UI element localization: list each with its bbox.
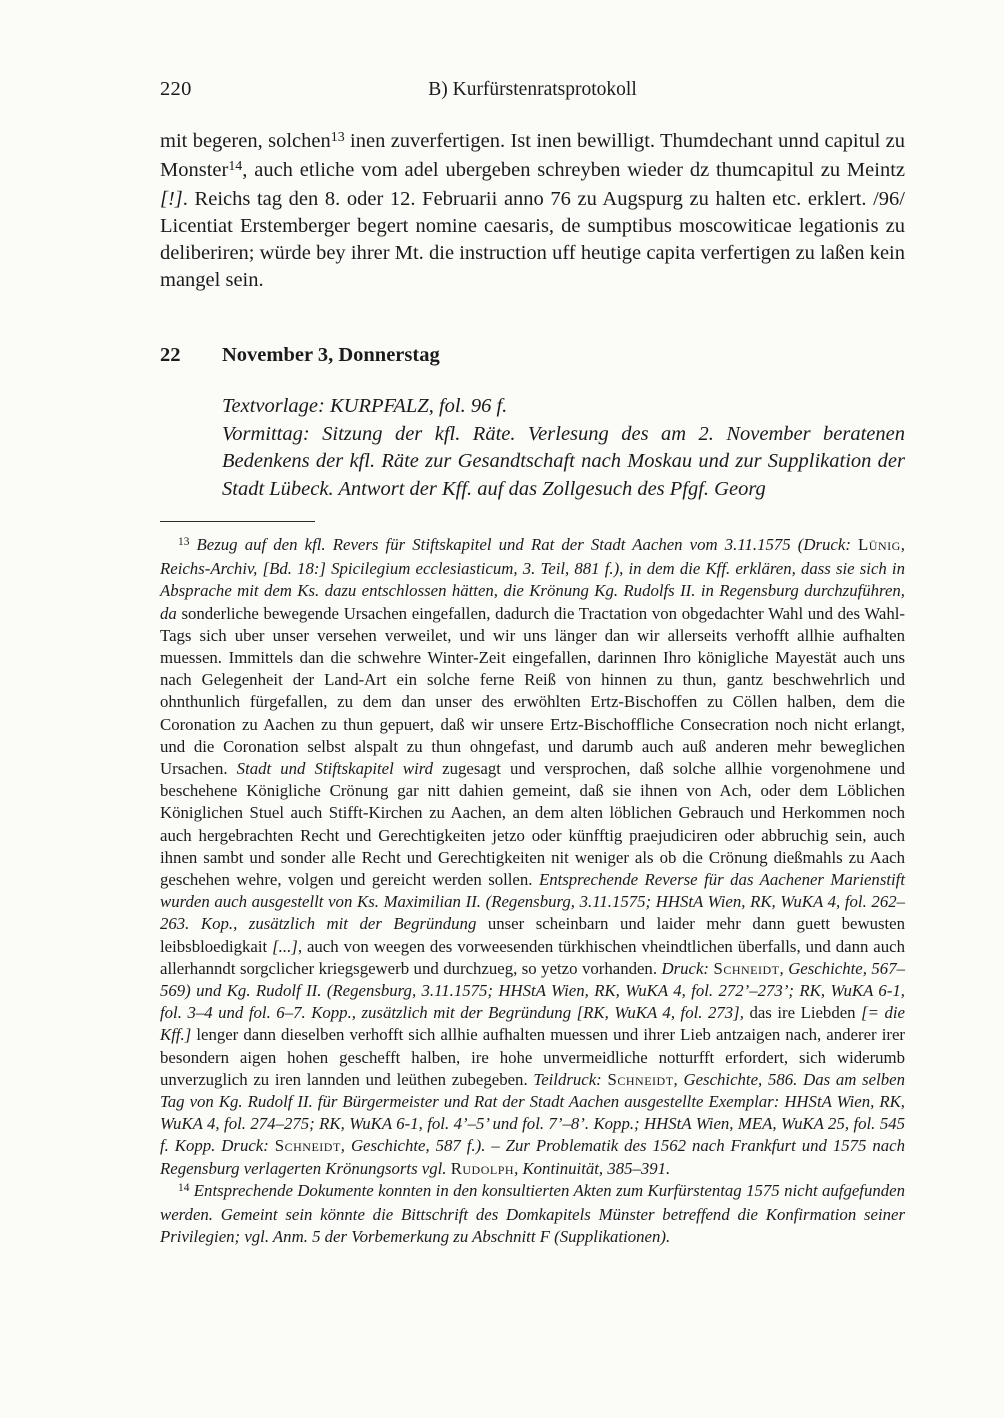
page-header (160, 78, 905, 106)
footnotes-section (160, 521, 905, 1249)
footnote-13: $^{13}$ Bezug auf den kfl. Revers für Stiftskapitel und Rat der Stadt Aachen vom 3.11.1575 (Druck: Lünig, Reichs-Archiv, [Bd. 18:] Spicilegium ecclesiasticum, 3. Teil, 881 f.), in dem die Kff. erklären, dass sie sich in Absprache mit dem Ks. dazu entschlossen hätten, die Krönung Kg. Rudolfs II. in Regensburg durchzuführen, da sonderliche bewegende Ursachen eingefallen, dadurch die Tractation von obgedachter Wahl und des Wahl-Tags sich uber unser versehen verweilet, und wir uns länger dan wir allerseits verhofft allhie aufhalten muessen. Immittels dan die schwehre Winter-Zeit eingefallen, darinnen Ihro königliche Mayestät auch uns nach Gelegenheit der Land-Art ein solche ferne Reiß von hinnen zu thun, gantz beschwehrlich und ohnthunlich fürgefallen, zu dem dan unser des erwöhlten Ertz-Bischoffen zu Cöllen halben, dem die Coronation zu Aachen zu thun gepuert, daß wir unsere Ertz-Bischoffliche Consecration noch nicht erlangt, und die Coronation selbst alspalt zu thun ohngefast, und darumb auch auß anderen mehr beweglichen Ursachen. Stadt und Stiftskapitel wird zugesagt und versprochen, daß solche allhie vorgenohmene und beschehene Königliche Crönung gar nitt dahien gemeint, daß sie ihnen von Ach, oder dem Löblichen Königlichen Stuel auch Stifft-Kirchen zu Aachen, an dem alten löblichen Gebrauch und Herkommen noch auch hergebrachten Recht und Gerechtigkeiten jetzo oder künfftig praejudiciren oder abbruchig sein, auch ihnen sambt und sonder alle Recht und Gerechtigkeiten nit weniger als ob die Crönung dießmahls zu Aach geschehen wehre, volgen und gereicht werden sollen. Entsprechende Reverse für das Aachener Marienstift wurden auch ausgestellt von Ks. Maximilian II. (Regensburg, 3.11.1575; HHStA Wien, RK, WuKA 4, fol. 262–263. Kop., zusätzlich mit der Begründung unser scheinbarn und laider mehr dann guett bewusten leibsbloedigkait [...], auch von weegen des vorweesenden türkhischen vheindtlichen überfalls, und dann auch allerhanndt sorgclicher kriegsgewerb und durchzueg, so yetzo vorhanden. Druck: Schneidt, Geschichte, 567–569) und Kg. Rudolf II. (Regensburg, 3.11.1575; HHStA Wien, RK, WuKA 4, fol. 272’–273’; RK, WuKA 6-1, fol. 3–4 und fol. 6–7. Kopp., zusätzlich mit der Begründung [RK, WuKA 4, fol. 273], das ire Liebden [= die Kff.] lenger dann dieselben verhofft sich allhie aufhalten muessen und ihrer Lieb antzaigen nach, anderer irer besondern aigen hohen geschefft halben, ire hohe unvermeidliche notturfft erfordert, sich widerumb unverzuglich zu iren lannden und leüthen zubegeben. Teildruck: Schneidt, Geschichte, 586. Das am selben Tag von Kg. Rudolf II. für Bürgermeister und Rat der Stadt Aachen ausgestellte Exemplar: HHStA Wien, RK, WuKA 4, fol. 274–275; RK, WuKA 6-1, fol. 4’–5’ und fol. 7’–8’. Kopp.; HHStA Wien, MEA, WuKA 25, fol. 545 f. Kopp. Druck: Schneidt, Geschichte, 587 f.). – Zur Problematik des 1562 nach Frankfurt und 1575 nach Regensburg verlagerten Krönungsorts vgl. Rudolph, Kontinuität, 385–391. (160, 535, 906, 1178)
section-number: 22 (160, 344, 181, 366)
section-title: November 3, Donnerstag (222, 344, 440, 366)
section-heading (160, 342, 905, 369)
summary-paragraph: Vormittag: Sitzung der kfl. Räte. Verlesung des am 2. November beratenen Bedenkens der kfl. Räte zur Gesandtschaft nach Moskau und zur Supplikation der Stadt Lübeck. Antwort der Kff. auf das Zollgesuch des Pfgf. Georg (222, 422, 905, 500)
footnote-14: $^{14}$ Entsprechende Dokumente konnten in den konsultierten Akten zum Kurfürstentag 1575 nicht aufgefunden werden. Gemeint sein könnte die Bittschrift des Domkapitels Münster betreffend die Konfirmation seiner Privilegien; vgl. Anm. 5 der Vorbemerkung zu Abschnitt F (Supplikationen). (160, 1180, 905, 1247)
source-note: Textvorlage: KURPFALZ, fol. 96 f. (222, 395, 508, 417)
entry-summary (222, 393, 905, 503)
footnote-separator (160, 521, 315, 522)
running-head: B) Kurfürstenratsprotokoll (428, 79, 637, 100)
page-number: 220 (160, 78, 192, 100)
body-paragraph: mit begeren, solchen$^{13}$ inen zuverfertigen. Ist inen bewilligt. Thumdechant unnd capitul zu Monster$^{14}$, auch etliche vom adel ubergeben schreyben wieder dz thumcapitul zu Meintz [!]. Reichs tag den 8. oder 12. Februarii anno 76 zu Augspurg zu halten etc. erklert. /96/ Licentiat Erstemberger begert nomine caesaris, de sumptibus moscowiticae legationis zu deliberiren; würde bey ihrer Mt. die instruction uff heutige capita verfertigen zu laßen kein mangel sein. (160, 130, 905, 291)
